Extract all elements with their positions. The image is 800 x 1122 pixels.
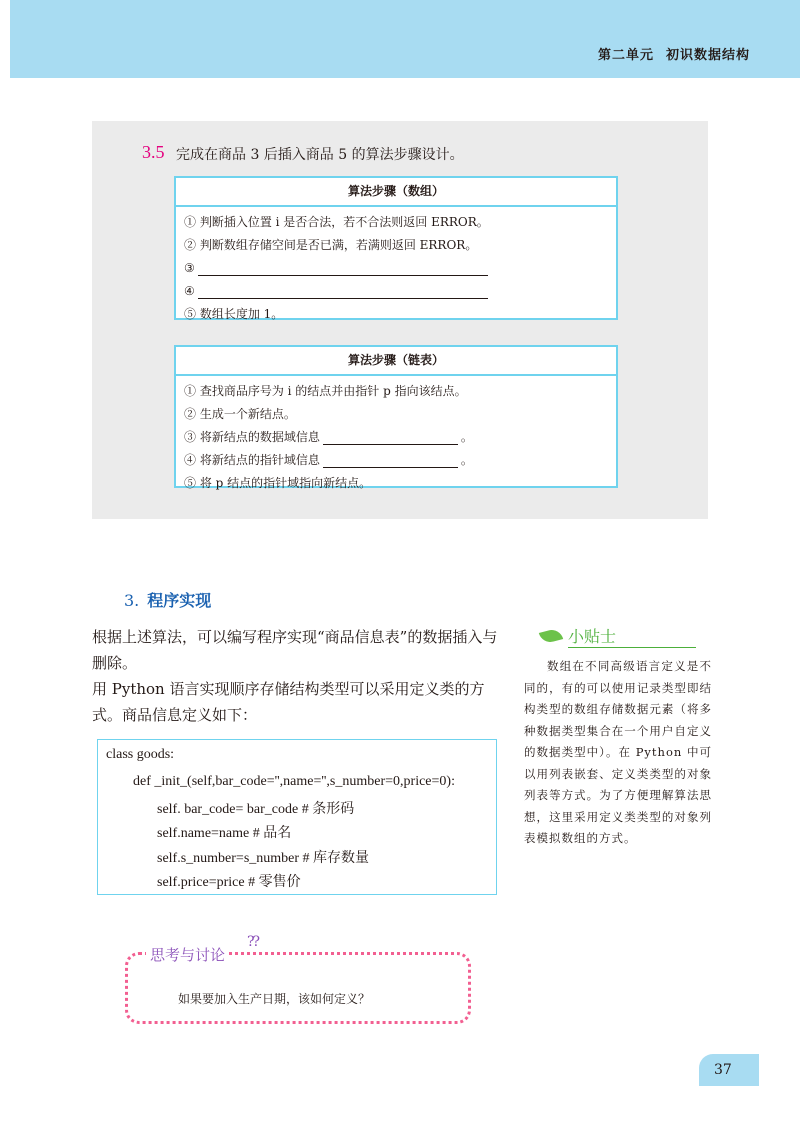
page-number: 37 bbox=[714, 1062, 732, 1078]
answer-blank bbox=[323, 453, 458, 468]
algorithm-array-box bbox=[174, 176, 618, 320]
question-text: 完成在商品 3 后插入商品 5 的算法步骤设计。 bbox=[176, 147, 464, 163]
algorithm-step: ① 判断插入位置 i 是否合法，若不合法则返回 ERROR。 bbox=[184, 215, 489, 229]
tip-underline bbox=[568, 647, 696, 648]
question-number: 3.5 bbox=[142, 142, 165, 162]
algorithm-step: ② 生成一个新结点。 bbox=[184, 407, 296, 421]
algorithm-list-title: 算法步骤（链表） bbox=[176, 347, 616, 376]
discussion-title: 思考与讨论 bbox=[146, 944, 229, 965]
section-heading bbox=[124, 588, 211, 611]
code-line: self.price=price # 零售价 bbox=[157, 875, 301, 890]
end-mark: 。 bbox=[460, 430, 473, 444]
answer-blank bbox=[323, 430, 458, 445]
paragraph: 根据上述算法，可以编写程序实现“商品信息表”的数据插入与删除。 bbox=[92, 628, 498, 672]
paragraph: 用 Python 语言实现顺序存储结构类型可以采用定义类的方式。商品信息定义如下： bbox=[92, 680, 485, 724]
algorithm-list-box bbox=[174, 345, 618, 488]
tip-text: 数组在不同高级语言定义是不同的，有的可以使用记录类型即结构类型的数组存储数据元素（将多种数据类型集合在一个用户自定义的数据类型中）。在 Python 中可以用列表嵌套、定义类类型的对象列表等方式。为了方便理解算法思想，这里采用定义类类型的对象列表模拟数组的方式。 bbox=[524, 659, 712, 845]
code-block bbox=[97, 739, 497, 895]
step-text: ④ 将新结点的指针域信息 bbox=[184, 453, 320, 467]
page-header bbox=[10, 0, 800, 78]
unit-title bbox=[598, 44, 750, 63]
tip-title: 小贴士 bbox=[568, 627, 617, 646]
algorithm-step bbox=[184, 257, 616, 280]
answer-blank bbox=[198, 261, 488, 276]
question-marks-icon: ?? bbox=[247, 934, 259, 950]
section-number: 3. bbox=[124, 591, 140, 610]
code-line: self.s_number=s_number # 库存数量 bbox=[157, 851, 370, 866]
algorithm-step: ⑤ 数组长度加 1。 bbox=[184, 307, 284, 321]
algorithm-array-title: 算法步骤（数组） bbox=[176, 178, 616, 207]
step-marker: ③ bbox=[184, 261, 195, 275]
step-text: ③ 将新结点的数据域信息 bbox=[184, 430, 320, 444]
discussion-question: 如果要加入生产日期，该如何定义？ bbox=[178, 992, 371, 1006]
algorithm-step bbox=[184, 426, 616, 449]
end-mark: 。 bbox=[460, 453, 473, 467]
unit-name: 初识数据结构 bbox=[665, 48, 750, 63]
algorithm-step: ⑤ 将 p 结点的指针域指向新结点。 bbox=[184, 476, 372, 490]
section-title: 程序实现 bbox=[147, 591, 212, 610]
algorithm-step: ② 判断数组存储空间是否已满，若满则返回 ERROR。 bbox=[184, 238, 478, 252]
code-line: self.name=name # 品名 bbox=[157, 826, 292, 841]
code-line: self. bar_code= bar_code # 条形码 bbox=[157, 802, 355, 817]
tip-heading bbox=[548, 624, 698, 648]
unit-label: 第二单元 bbox=[597, 48, 654, 63]
algorithm-step bbox=[184, 449, 616, 472]
step-marker: ④ bbox=[184, 284, 195, 298]
code-line: class goods: bbox=[106, 747, 175, 762]
answer-blank bbox=[198, 284, 488, 299]
algorithm-step: ① 查找商品序号为 i 的结点并由指针 p 指向该结点。 bbox=[184, 384, 467, 398]
algorithm-step bbox=[184, 280, 616, 303]
leaf-icon bbox=[539, 627, 563, 644]
code-line: def _init_(self,bar_code='',name='',s_number=0,price=0): bbox=[133, 774, 455, 789]
